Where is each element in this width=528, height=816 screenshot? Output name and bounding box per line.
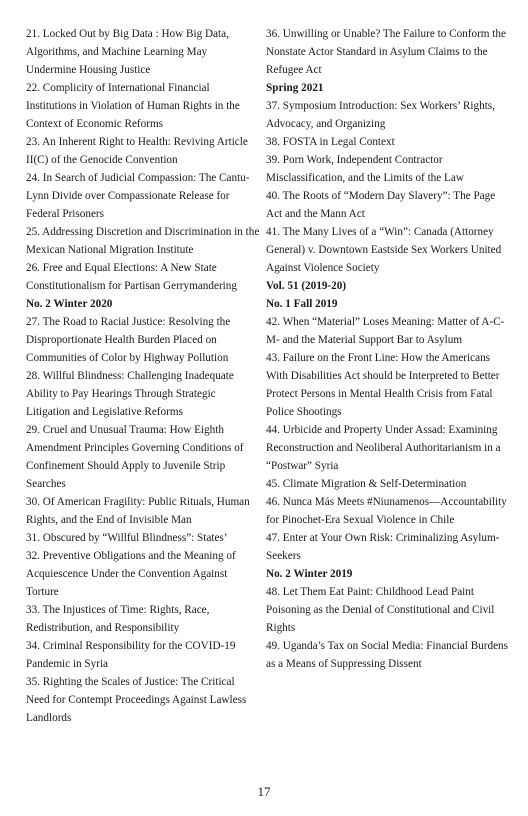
article-entry: 45. Climate Migration & Self-Determination xyxy=(266,478,467,490)
article-entry: 24. In Search of Judicial Compassion: The Cantu-Lynn Divide over Compassionate Release for Federal Prisoners xyxy=(26,172,250,220)
section-heading: Spring 2021 xyxy=(266,82,324,94)
section-heading: No. 1 Fall 2019 xyxy=(266,298,338,310)
section-heading: No. 2 Winter 2020 xyxy=(26,298,113,310)
article-entry: 34. Criminal Responsibility for the COVID-19 Pandemic in Syria xyxy=(26,640,236,670)
article-entry: 49. Uganda’s Tax on Social Media: Financial Burdens as a Means of Suppressing Dissent xyxy=(266,640,508,670)
article-entry: 28. Willful Blindness: Challenging Inadequate Ability to Pay Hearings Through Strategic Litigation and Legislative Reforms xyxy=(26,370,234,418)
section-heading: No. 2 Winter 2019 xyxy=(266,568,353,580)
right-column xyxy=(266,25,508,673)
article-entry: 22. Complicity of International Financial Institutions in Violation of Human Rights in the Context of Economic Reforms xyxy=(26,82,240,130)
article-entry: 27. The Road to Racial Justice: Resolving the Disproportionate Health Burden Placed on Communities of Color by Highway Pollution xyxy=(26,316,231,364)
article-entry: 29. Cruel and Unusual Trauma: How Eighth Amendment Principles Governing Conditions of Confinement Should Apply to Juvenile Strip Searches xyxy=(26,424,244,490)
article-entry: 36. Unwilling or Unable? The Failure to Conform the Nonstate Actor Standard in Asylum Claims to the Refugee Act xyxy=(266,28,506,76)
article-entry: 44. Urbicide and Property Under Assad: Examining Reconstruction and Neoliberal Authoritarianism in a “Postwar” Syria xyxy=(266,424,501,472)
article-entry: 43. Failure on the Front Line: How the Americans With Disabilities Act should be Interpreted to Better Protect Persons in Mental Health Crisis from Fatal Police Shootings xyxy=(266,352,500,418)
article-entry: 33. The Injustices of Time: Rights, Race, Redistribution, and Responsibility xyxy=(26,604,210,634)
article-entry: 46. Nunca Más Meets #Niunamenos—Accountability for Pinochet-Era Sexual Violence in Chile xyxy=(266,496,507,526)
article-entry: 42. When “Material” Loses Meaning: Matter of A-C-M- and the Material Support Bar to Asylum xyxy=(266,316,505,346)
article-entry: 48. Let Them Eat Paint: Childhood Lead Paint Poisoning as the Denial of Constitutional and Civil Rights xyxy=(266,586,495,634)
article-entry: 35. Righting the Scales of Justice: The Critical Need for Contempt Proceedings Against Lawless Landlords xyxy=(26,676,247,724)
article-entry: 37. Symposium Introduction: Sex Workers’ Rights, Advocacy, and Organizing xyxy=(266,100,495,130)
left-column xyxy=(26,25,260,727)
article-entry: 30. Of American Fragility: Public Rituals, Human Rights, and the End of Invisible Man xyxy=(26,496,250,526)
article-entry: 31. Obscured by “Willful Blindness”: States’ xyxy=(26,532,228,544)
article-entry: 38. FOSTA in Legal Context xyxy=(266,136,395,148)
article-entry: 41. The Many Lives of a “Win”: Canada (Attorney General) v. Downtown Eastside Sex Workers United Against Violence Society xyxy=(266,226,502,274)
article-entry: 47. Enter at Your Own Risk: Criminalizing Asylum-Seekers xyxy=(266,532,500,562)
page-number: 17 xyxy=(257,784,271,799)
article-entry: 21. Locked Out by Big Data : How Big Data, Algorithms, and Machine Learning May Undermine Housing Justice xyxy=(26,28,229,76)
article-entry: 32. Preventive Obligations and the Meaning of Acquiescence Under the Convention Against Torture xyxy=(26,550,236,598)
article-entry: 40. The Roots of “Modern Day Slavery”: The Page Act and the Mann Act xyxy=(266,190,496,220)
section-heading: Vol. 51 (2019-20) xyxy=(266,280,347,292)
article-entry: 23. An Inherent Right to Health: Reviving Article II(C) of the Genocide Convention xyxy=(26,136,248,166)
article-entry: 26. Free and Equal Elections: A New State Constitutionalism for Partisan Gerrymandering xyxy=(26,262,237,292)
article-entry: 25. Addressing Discretion and Discrimination in the Mexican National Migration Institute xyxy=(26,226,260,256)
article-entry: 39. Porn Work, Independent Contractor Misclassification, and the Limits of the Law xyxy=(266,154,464,184)
